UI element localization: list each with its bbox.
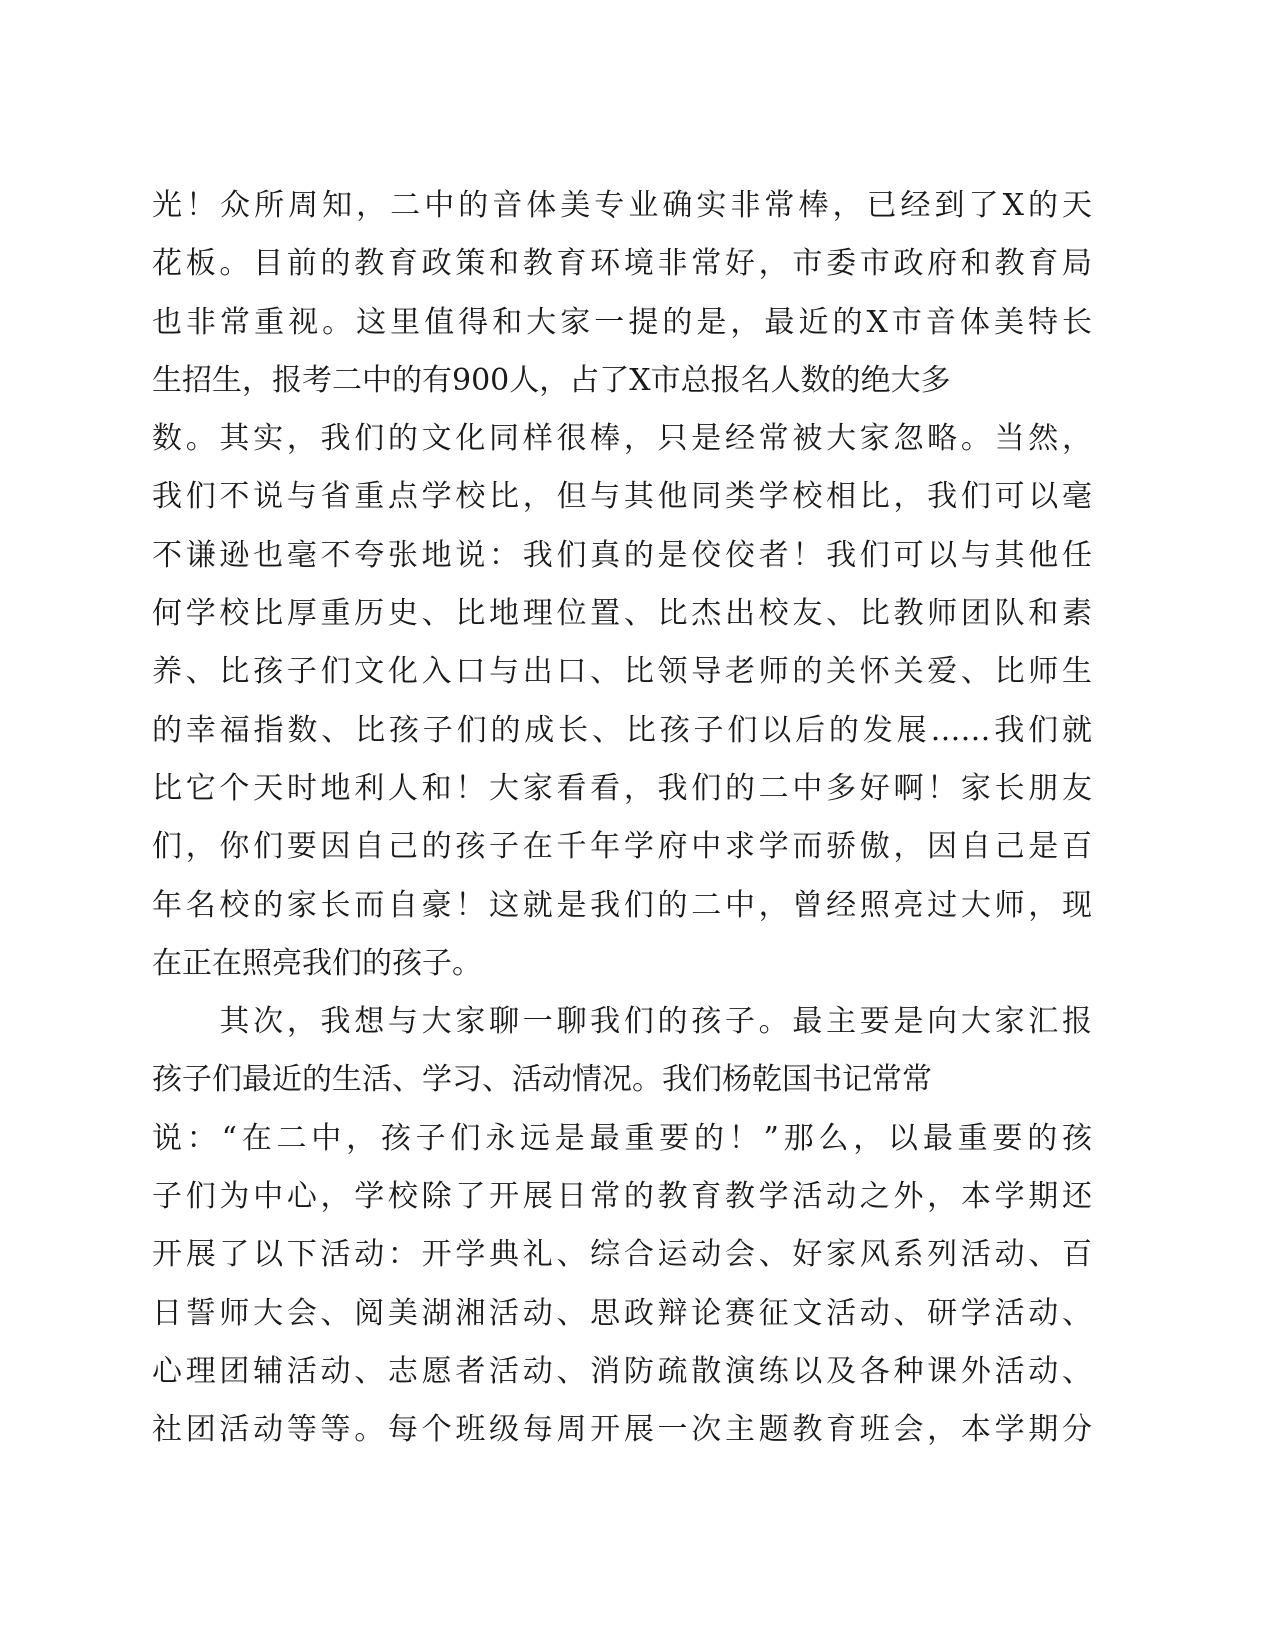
text-line: 在正在照亮我们的孩子。 — [152, 945, 482, 981]
text-line: 花板。目前的教育政策和教育环境非常好，市委市政府和教育局 — [152, 246, 1092, 282]
text-line: 何学校比厚重历史、比地理位置、比杰出校友、比教师团队和素 — [152, 596, 1092, 632]
text-line: 的幸福指数、比孩子们的成长、比孩子们以后的发展……我们就 — [152, 712, 1092, 748]
text-line: 也非常重视。这里值得和大家一提的是，最近的X市音体美特长 — [152, 304, 1092, 340]
text-line: 孩子们最近的生活、学习、活动情况。我们杨乾国书记常常 — [152, 1062, 932, 1098]
text-line: 生招生，报考二中的有900人，占了X市总报名人数的绝大多 — [152, 362, 951, 398]
body-text — [152, 177, 1092, 1460]
text-line: 们，你们要因自己的孩子在千年学府中求学而骄傲，因自己是百 — [152, 829, 1092, 865]
text-line: 社团活动等等。每个班级每周开展一次主题教育班会，本学期分 — [152, 1412, 1092, 1448]
text-line: 日誓师大会、阅美湖湘活动、思政辩论赛征文活动、研学活动、 — [152, 1295, 1092, 1331]
text-line: 子们为中心，学校除了开展日常的教育教学活动之外，本学期还 — [152, 1179, 1092, 1215]
text-line: 年名校的家长而自豪！这就是我们的二中，曾经照亮过大师，现 — [152, 887, 1092, 923]
text-line: 养、比孩子们文化入口与出口、比领导老师的关怀关爱、比师生 — [152, 654, 1092, 690]
text-line: 比它个天时地利人和！大家看看，我们的二中多好啊！家长朋友 — [152, 770, 1092, 806]
text-line: 数。其实，我们的文化同样很棒，只是经常被大家忽略。当然， — [152, 421, 1092, 457]
text-line: 不谦逊也毫不夸张地说：我们真的是佼佼者！我们可以与其他任 — [152, 537, 1092, 573]
text-line: 说：“在二中，孩子们永远是最重要的！”那么，以最重要的孩 — [152, 1120, 1092, 1156]
text-line: 光！众所周知，二中的音体美专业确实非常棒，已经到了X的天 — [152, 188, 1092, 223]
text-line: 我们不说与省重点学校比，但与其他同类学校相比，我们可以毫 — [152, 479, 1092, 515]
text-line: 心理团辅活动、志愿者活动、消防疏散演练以及各种课外活动、 — [152, 1353, 1092, 1389]
text-line: 其次，我想与大家聊一聊我们的孩子。最主要是向大家汇报 — [152, 1004, 1092, 1040]
text-line: 开展了以下活动：开学典礼、综合运动会、好家风系列活动、百 — [152, 1237, 1092, 1273]
